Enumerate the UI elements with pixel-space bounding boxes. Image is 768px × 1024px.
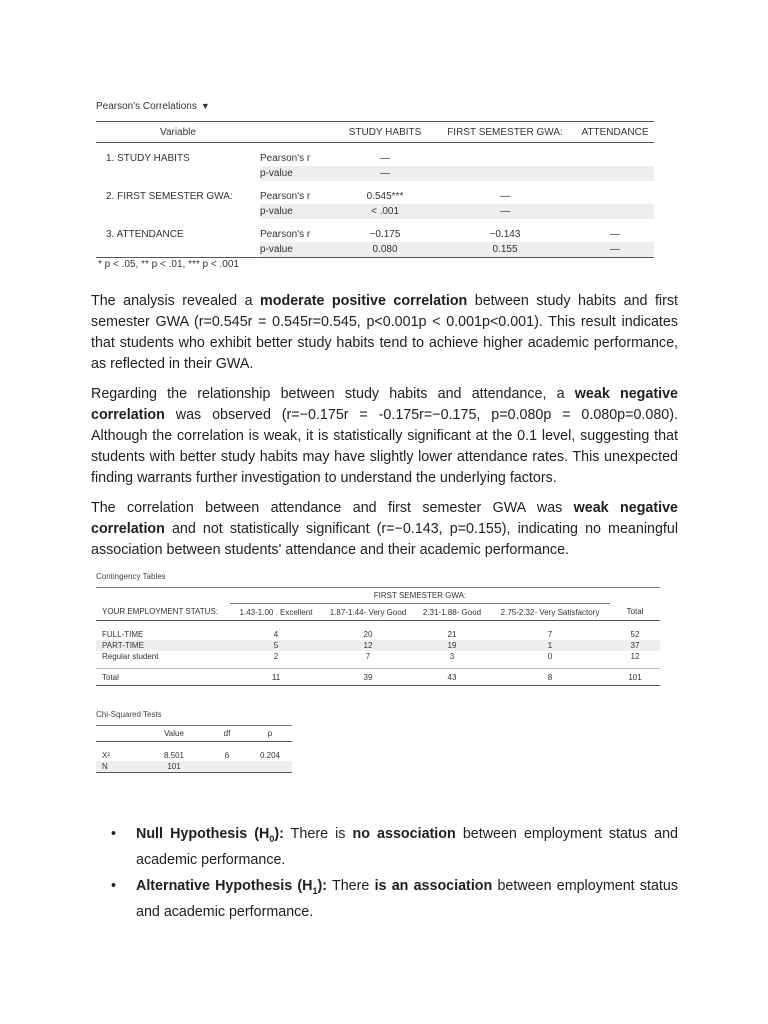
contingency-table-title: Contingency Tables (96, 572, 166, 581)
header-first-semester-gwa: FIRST SEMESTER GWA: (230, 588, 610, 604)
null-hypothesis-item: • Null Hypothesis $(H_0)$: There is no association between employment status and academic performance. (111, 826, 678, 868)
paragraph-attendance-gwa: The correlation between attendance and first semester GWA was weak negative correlation and not statistically significant (r=−0.143, p=0.155), indicating no meaningful association between students' attendance and their academic performance. (91, 500, 679, 558)
pearson-table-title[interactable]: Pearson's Correlations ▼ (96, 101, 210, 112)
table-row: 1. STUDY HABITS Pearson's r — (106, 153, 390, 164)
dropdown-triangle-icon[interactable]: ▼ (200, 101, 210, 111)
table-row: p-value — (96, 166, 654, 181)
table-row: p-value < .001 — (96, 204, 654, 219)
table-row: PART-TIME 5 12 19 1 37 (96, 640, 660, 651)
header-study-habits: STUDY HABITS (336, 122, 434, 143)
header-first-semester-gwa: FIRST SEMESTER GWA: (434, 122, 576, 143)
header-employment-status: YOUR EMPLOYMENT STATUS: (96, 604, 230, 621)
chi-squared-table (96, 725, 292, 773)
table-row: X² 8.501 6 0.204 (102, 751, 281, 760)
table-header-row: Value df p (96, 726, 292, 742)
table-total-row: Total 11 39 43 8 101 (96, 669, 660, 686)
contingency-table (96, 587, 660, 686)
bullet-icon: • (111, 878, 117, 894)
alternative-hypothesis-item: • Alternative Hypothesis $(H_1)$: There is an association between employment status and academic performance. (111, 878, 678, 920)
paragraph-study-habits-attendance: Regarding the relationship between study habits and attendance, a weak negative correlation was observed (r=−0.175r = -0.175r=−0.175, p=0.080p = 0.080p=0.080). Although the correlation is weak, it is statistically significant at the 0.1 level, suggesting that students with better study habits may have slightly lower attendance rates. This unexpected finding warrants further investigation to understand the underlying factors. (91, 386, 678, 486)
header-attendance: ATTENDANCE (576, 122, 654, 143)
chi-squared-table-title: Chi-Squared Tests (96, 710, 162, 719)
table-row: 2. FIRST SEMESTER GWA: Pearson's r 0.545*** — (106, 191, 510, 202)
table-header-row (96, 122, 654, 143)
pearson-correlation-table (96, 121, 654, 258)
table-row: 3. ATTENDANCE Pearson's r −0.175 −0.143 — (106, 229, 620, 240)
table-row: N 101 (96, 761, 292, 773)
table-header-row: YOUR EMPLOYMENT STATUS: 1.43-1.00 . Excellent 1.87-1.44- Very Good 2.31-1.88- Good 2.75-2.32- Very Satisfactory Total (96, 604, 660, 621)
table-row: p-value 0.080 0.155 — (96, 242, 654, 258)
table-row: Regular student 2 7 3 0 12 (102, 652, 640, 661)
table-span-header-row (96, 588, 660, 604)
paragraph-study-habits-gwa: The analysis revealed a moderate positive correlation between study habits and first semester GWA (r=0.545r = 0.545r=0.545, p<0.001p < 0.001p<0.001). This result indicates that students who exhibit better study habits tend to achieve higher academic performance, as reflected in their GWA. (91, 293, 678, 372)
header-variable: Variable (96, 122, 260, 143)
significance-note: * p < .05, ** p < .01, *** p < .001 (98, 259, 239, 270)
table-row: FULL-TIME 4 20 21 7 52 (102, 630, 640, 639)
bullet-icon: • (111, 826, 117, 842)
